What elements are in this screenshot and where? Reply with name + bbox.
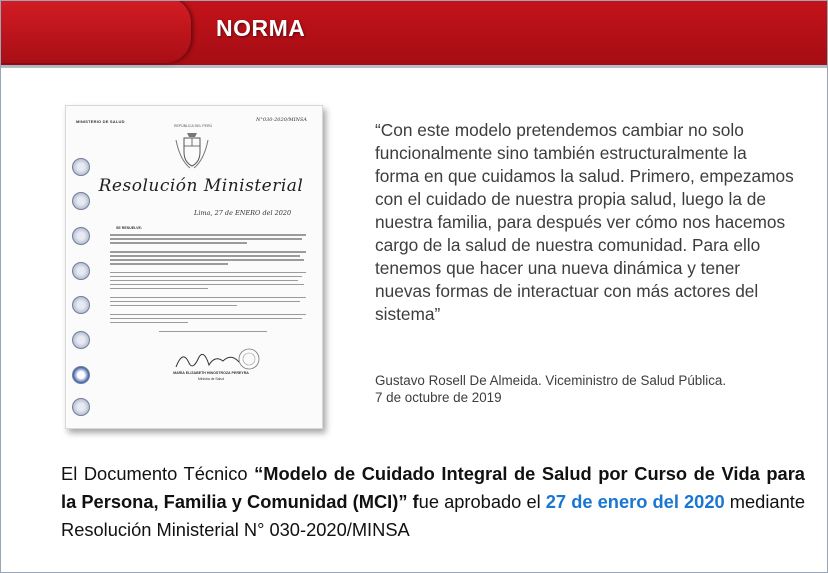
approval-text-bold: “Modelo de Cuidado Integral de Salud por Curso de Vida para la Persona, Familia y Comunidad (MCI)” f (61, 463, 805, 512)
quote-author: Gustavo Rosell De Almeida. Viceministro de Salud Pública. (375, 373, 727, 388)
approval-date-highlight: 27 de enero del 2020 (545, 491, 725, 512)
seal-icon (72, 192, 90, 210)
approval-text-start: El Documento Técnico (61, 463, 255, 484)
header-bar (1, 1, 828, 68)
quote-date: 7 de octubre de 2019 (375, 390, 502, 405)
approval-text-end: mediante Resolución Ministerial N° 030-2020/MINSA (61, 491, 805, 540)
doc-number: N°030-2020/MINSA (256, 117, 308, 123)
quote-text: “Con este modelo pretendemos cambiar no solo funcionalmente sino también estructuralmente la forma en que cuidamos la salud. Primero, empezamos con el cuidado de nuestra propia salud, luego la de nuestra familia, para después ver cómo nos hacemos cargo de la salud de nuestra comunidad. Para ello tenemos que hacer una nueva dinámica y tener nuevas formas de interactuar con más actores del sistema” (375, 120, 794, 324)
header-tab (0, 0, 191, 63)
doc-resolves-label: SE RESUELVE: (116, 226, 143, 230)
doc-signer-name: MARÍA ELIZABETH HINOSTROZA PEREYRA (173, 371, 249, 375)
coat-of-arms-icon (172, 130, 212, 170)
page-title: NORMA (216, 15, 306, 41)
seal-icon (72, 262, 90, 280)
quote-attribution (375, 372, 805, 406)
seal-icon (72, 158, 90, 176)
seal-icon (72, 296, 90, 314)
doc-body-text (110, 234, 306, 335)
doc-republic-label: REPÚBLICA DEL PERÚ (174, 124, 212, 128)
doc-title: Resolución Ministerial (98, 176, 304, 196)
seal-icon (72, 331, 90, 349)
doc-ministry-label: MINISTERIO DE SALUD (76, 119, 125, 124)
seal-icon (72, 227, 90, 245)
seal-icon (72, 366, 90, 384)
seal-icon (72, 398, 90, 416)
approval-text-middle: ue aprobado el (418, 491, 546, 512)
doc-signer-role: Ministra de Salud (197, 377, 225, 381)
signature-icon (171, 347, 261, 373)
doc-date: Lima, 27 de ENERO del 2020 (194, 209, 292, 217)
approval-paragraph (61, 460, 805, 544)
resolution-document-image (65, 105, 323, 429)
